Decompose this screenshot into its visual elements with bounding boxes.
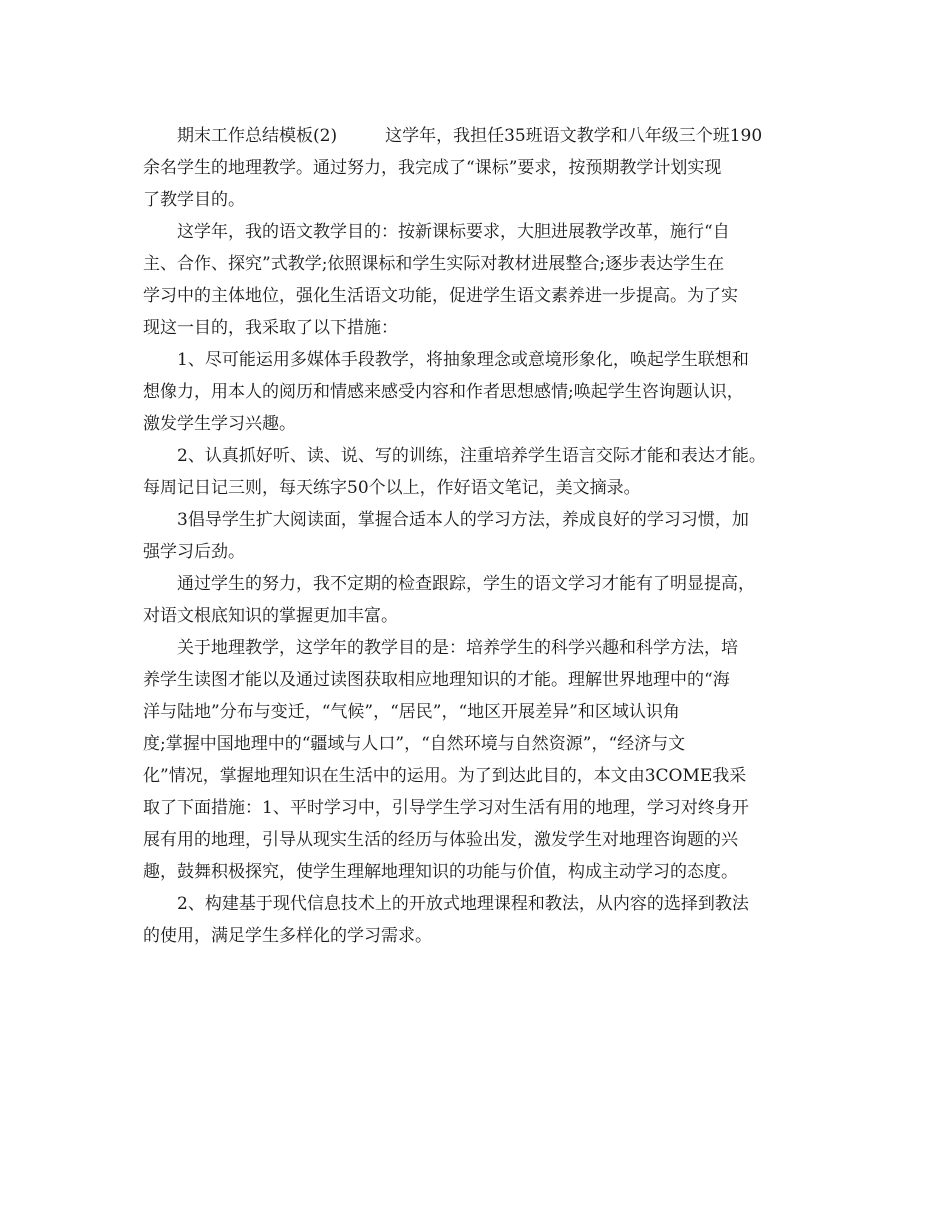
- text-line: 激发学生学习兴趣。: [143, 414, 296, 434]
- text-line: 养学生读图才能以及通过读图获取相应地理知识的才能。理解世界地理中的“海: [143, 670, 730, 690]
- paragraph-start-line: 3倡导学生扩大阅读面，掌握合适本人的学习方法，养成良好的学习习惯，加: [177, 510, 749, 530]
- text-line: 化”情况，掌握地理知识在生活中的运用。为了到达此目的，本文由3COME我采: [143, 766, 747, 786]
- paragraph-start-line: 2、认真抓好听、读、说、写的训练，注重培养学生语言交际才能和表达才能。: [177, 446, 766, 466]
- paragraph-start-line: 通过学生的努力，我不定期的检查跟踪，学生的语文学习才能有了明显提高，: [177, 574, 755, 594]
- paragraph-start-line: 关于地理教学，这学年的教学目的是：培养学生的科学兴趣和科学方法，培: [177, 638, 738, 658]
- text-line: 展有用的地理，引导从现实生活的经历与体验出发，激发学生对地理咨询题的兴: [143, 830, 738, 850]
- text-line: 每周记日记三则，每天练字50个以上，作好语文笔记，美文摘录。: [143, 478, 641, 498]
- document-title: 期末工作总结模板(2): [177, 126, 338, 146]
- text-line: 取了下面措施：1、平时学习中，引导学生学习对生活有用的地理，学习对终身开: [143, 798, 749, 818]
- document-body: [143, 120, 811, 952]
- paragraph-start-line: 1、尽可能运用多媒体手段教学，将抽象理念或意境形象化，唤起学生联想和: [177, 350, 749, 370]
- text-line: 对语文根底知识的掌握更加丰富。: [143, 606, 398, 626]
- text-line: 度;掌握中国地理中的“疆域与人口”，“自然环境与自然资源”，“经济与文: [143, 734, 686, 754]
- text-line: 强学习后劲。: [143, 542, 245, 562]
- text-line: 这学年，我担任35班语文教学和八年级三个班190: [385, 126, 763, 146]
- title-line: [143, 120, 811, 152]
- text-line: 了教学目的。: [143, 190, 245, 210]
- text-line: 余名学生的地理教学。通过努力，我完成了“课标”要求，按预期教学计划实现: [143, 158, 722, 178]
- paragraph-start-line: 2、构建基于现代信息技术上的开放式地理课程和教法，从内容的选择到教法: [177, 894, 749, 914]
- text-line: 趣，鼓舞积极探究，使学生理解地理知识的功能与价值，构成主动学习的态度。: [143, 862, 738, 882]
- text-line: 想像力，用本人的阅历和情感来感受内容和作者思想感情;唤起学生咨询题认识，: [143, 382, 744, 402]
- text-line: 洋与陆地”分布与变迁，“气候”，“居民”，“地区开展差异”和区域认识角: [143, 702, 680, 722]
- text-line: 学习中的主体地位，强化生活语文功能，促进学生语文素养进一步提高。为了实: [143, 286, 738, 306]
- paragraph-start-line: 这学年，我的语文教学目的：按新课标要求，大胆进展教学改革，施行“自: [177, 222, 730, 242]
- text-line: 的使用，满足学生多样化的学习需求。: [143, 926, 432, 946]
- text-line: 现这一目的，我采取了以下措施：: [143, 318, 398, 338]
- text-line: 主、合作、探究”式教学;依照课标和学生实际对教材进展整合;逐步表达学生在: [143, 254, 725, 274]
